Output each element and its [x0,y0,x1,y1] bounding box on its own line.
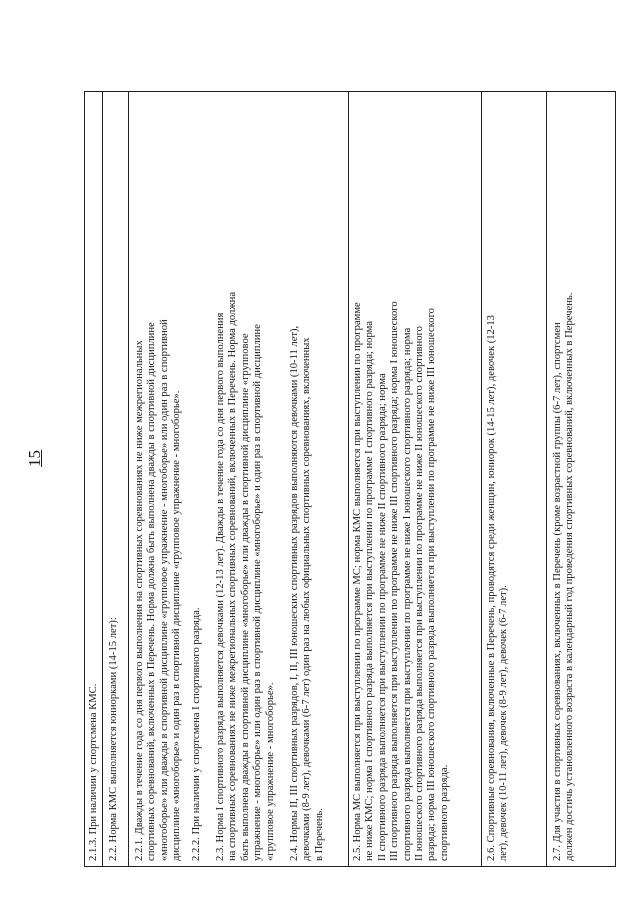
text-line: 2.2.2. При наличии у спортсмена I спортивного разряда. [191,607,202,861]
text-line: «групповое упражнение - многоборье». [264,682,276,861]
row-divider [348,92,349,866]
section-2-2-1 [134,98,184,861]
text-line: II юношеского спортивного разряда выполняется при выступлении по программе не ниже II юношеского спортивного [414,326,426,861]
row-divider [128,92,129,866]
page-number: 15 [25,450,44,467]
section-2-4 [289,98,326,861]
text-line: 2.7. Для участия в спортивных соревнованиях, включенных в Перечень (кроме возрастной группы (6-7 лет), спортсмен [552,322,563,861]
text-line: спортивного разряда выполняется при выступлении по программе не ниже I юношеского спортивного разряда; норма [401,327,413,861]
text-line: 2.3. Норма I спортивного разряда выполняется девочками (12-13 лет). Дважды в течение года со дня первого выполнения [215,312,226,861]
text-line: разряда; норма III юношеского спортивного разряда выполняется при выступлении по программе не ниже III юношеского [426,308,438,861]
section-2-5 [352,98,451,861]
text-line: должен достичь установленного возраста в календарный год проведения спортивных соревнований, включенных в Перечень. [564,292,576,861]
text-line: дисциплине «многоборье» и один раз в спортивной дисциплине «групповое упражнение - многоборье». [171,390,183,861]
text-line: не ниже КМС; норма I спортивного разряда выполняется при выступлении по программе I спортивного разряда; норма [364,321,376,861]
text-line: III спортивного разряда выполняется при выступлении по программе не ниже III спортивного разряда; норма I юношеского [389,301,401,861]
text-line: быть выполнена дважды в спортивной дисциплине «многоборье» или дважды в спортивной дисциплине «групповое [239,333,251,861]
text-line: на спортивных соревнованиях не ниже межрегиональных спортивных соревнований, включенных в Перечень. Норма должна [227,291,239,861]
section-2-3 [215,98,277,861]
row-divider [102,92,103,866]
rules-table [84,91,616,867]
text-line: в Перечень. [313,808,325,861]
row-divider [481,92,482,866]
section-2-2-2 [191,98,203,861]
row-divider [546,92,547,866]
text-line: спортивных соревнований, включенных в Перечень. Норма должна быть выполнена дважды в спортивной дисциплине [146,322,158,861]
section-2-7 [552,98,577,861]
section-2-1-3 [88,98,100,861]
text-line: II спортивного разряда выполняется при выступлении по программе не ниже II спортивного разряда; норма [376,373,388,861]
text-line: упражнение - многоборье» или один раз в спортивной дисциплине «многоборье» и один раз в спортивной дисциплине [252,324,264,861]
section-2-6 [486,98,511,861]
text-line: девочками (8-9 лет), девочками (6-7 лет) один раз на любых официальных спортивных соревнованиях, включенных [301,337,313,861]
text-line: 2.6. Спортивные соревнования, включенные в Перечень, проводятся среди женщин, юниорок (14-15 лет), девочек (12-13 [486,315,497,861]
text-line: спортивного разряда. [438,764,450,861]
text-line: «многоборье» или дважды в спортивной дисциплине «групповое упражнение - многоборье» или один раз в спортивной [158,319,170,861]
text-line: 2.2.1. Дважды в течение года со дня первого выполнения на спортивных соревнованиях не ниже межрегиональных [134,340,145,861]
text-line: 2.2. Норма КМС выполняется юниорками (14-15 лет): [108,617,119,861]
text-line: 2.1.3. При наличии у спортсмена КМС. [88,683,99,861]
section-2-2 [108,98,120,861]
text-line: 2.4. Нормы II, III спортивных разрядов, I, II, III юношеских спортивных разрядов выполняются девочками (10-11 лет), [289,325,300,861]
text-line: лет), девочек (10-11 лет), девочек (8-9 лет), девочек (6-7 лет). [498,585,510,861]
text-line: 2.5. Норма МС выполняется при выступлении по программе МС; норма КМС выполняется при выступлении по программе [352,302,363,861]
